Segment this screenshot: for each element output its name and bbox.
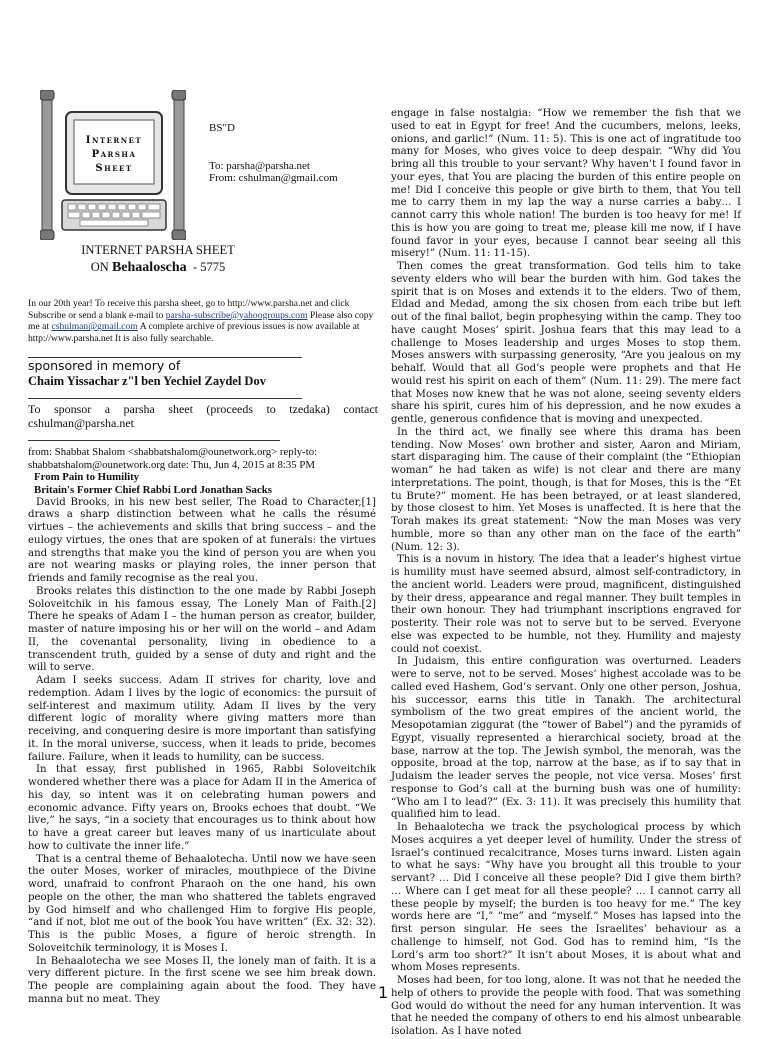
article-author: Britain's Former Chief Rabbi Lord Jonathan Sacks [34,483,272,496]
internet-parsha-sheet-logo [40,90,186,240]
to-address: To: parsha@parsha.net [209,160,310,172]
page-number: 1 [378,983,389,1002]
article-title: From Pain to Humility [34,471,140,483]
right-column-body [391,108,741,1039]
logo-line-1: Internet [85,135,143,146]
parsha-name: Behaaloscha [111,260,187,275]
logo-line-2: Parsha [91,149,137,160]
intro-part-2: Please also copy me at [28,309,374,333]
bsd-mark: BS"D [209,122,235,134]
paragraph: This is a novum in history. The idea that a leader’s highest virtue is humility must have seemed absurd, almost self-contradictory, in the ancient world. Leaders were proud, magnificent, distinguished by their dress, appearance and regal manner. They built temples in their own honour. They had triumphant inscriptions engraved for posterity. Their role was not to serve but to be served. Everyone else was expected to be humble, not they. Humility and majesty could not coexist. [391,554,741,655]
from-address: From: cshulman@gmail.com [209,172,338,184]
paragraph: Adam I seeks success. Adam II strives for charity, love and redemption. Adam I lives by the logic of economics: the pursuit of self-interest and maximum utility. Adam II lives by the very different logic of morality where giving matters more than receiving, and conquering desire is more important than satisfying it. In the moral universe, success, when it leads to pride, becomes failure. Failure, when it leads to humility, can be success. [28,675,376,763]
paragraph: In Judaism, this entire configuration was overturned. Leaders were to serve, not to be served. Moses’ highest accolade was to be called eved Hashem, God’s servant. Only one other person, Joshua, his successor, earns this title in Tanakh. The architectural symbolism of the two great empires of the ancient world, the Mesopotamian ziggurat (the “tower of Babel”) and the pyramids of Egypt, visually represented a hierarchical society, broad at the base, narrow at the top. The Jewish symbol, the menorah, was the opposite, broad at the top, narrow at the base, as if to say that in Judaism the leader serves the people, not vice versa. Moses’ first response to God’s call at the burning bush was one of humility: “Who am I to lead?” (Ex. 3: 11). It was precisely this humility that qualified him to lead. [391,656,741,821]
paragraph: In the third act, we finally see where this drama has been tending. Now Moses’ own brother and sister, Aaron and Miriam, start disparaging him. The cause of their complaint (the “Ethiopian woman” he had taken as wife) is not clear and there are many interpretations. The point, though, is that for Moses, this is the “Et tu Brute?” moment. He has been betrayed, or at least slandered, by those closest to him. Yet Moses is unaffected. It is here that the Torah makes its great statement: “Now the man Moses was very humble, more so than any other man on the face of the earth” (Num. 12: 3). [391,426,741,553]
left-column-body [28,471,376,1007]
sponsor-contact: cshulman@parsha.net [28,416,135,430]
sheet-title: INTERNET PARSHA SHEET [81,243,235,257]
editor-email-link[interactable]: cshulman@gmail.com [51,321,138,333]
paragraph: David Brooks, in his new best seller, The Road to Character,[1] draws a sharp distinction between what he calls the résumé virtues – the achievements and skills that bring success – and the eulogy virtues, the ones that are spoken of at funerals: the virtues and strengths that make you the kind of person you are when you are not wearing masks or playing roles, the inner person that friends and family recognise as the real you. [28,496,376,584]
subscribe-email-link[interactable]: parsha-subscribe@yahoogroups.com [165,309,308,321]
divider [28,440,280,441]
paragraph: Moses had been, for too long, alone. It was not that he needed the help of others to provide the people with food. That was something God would do without the need for any human intervention. It was that he needed the company of others to end his almost unbearable isolation. As I have noted [391,975,741,1037]
sponsor-instructions: To sponsor a parsha sheet (proceeds to tzedaka) contact [28,402,378,416]
sponsor-line-1: sponsored in memory of [28,358,181,373]
sponsor-dedication: Chaim Yissachar z"l ben Yechiel Zaydel Dov [28,374,266,388]
paragraph: That is a central theme of Behaalotecha. Until now we have seen the outer Moses, worker of miracles, mouthpiece of the Divine word, unafraid to confront Pharaoh on the one hand, his own people on the other, the man who shattered the tablets engraved by God himself and who challenged Him to forgive His people, “and if not, blot me out of the book You have written” (Ex. 32: 32). This is the public Moses, a figure of heroic strength. In Soloveitchik terminology, it is Moses I. [28,853,376,954]
logo-line-3: Sheet [95,163,133,174]
paragraph: In Behaalotecha we track the psychological process by which Moses acquires a yet deeper level of humility. Under the stress of Israel’s continued recalcitrance, Moses turns inward. Listen again to what he says: “Why have you brought all this trouble to your servant? … Did I conceive all these people? Did I give them birth? … Where can I get meat for all these people? … I cannot carry all these people by myself; the burden is too heavy for me.” The key words here are “I,” “me” and “myself.” Moses has lapsed into the first person singular. He sees the Israelites’ behaviour as a challenge to himself, not God. God has to remind him, “Is the Lord’s arm too short?” It isn’t about Moses, it is about what and whom Moses represents. [391,822,741,974]
parsha-title [28,260,288,276]
paragraph: In Behaalotecha we see Moses II, the lonely man of faith. It is a very different picture. In the first scene we see him break down. The people are complaining again about the food. They have manna but no meat. They [28,955,376,1005]
intro-text [28,298,380,344]
paragraph: Brooks relates this distinction to the one made by Rabbi Joseph Soloveitchik in his famous essay, The Lonely Man of Faith.[2] There he speaks of Adam I – the human person as creator, builder, master of nature imposing his or her will on the world – and Adam II, the covenantal personality, living in obedience to a transcendent truth, guided by a sense of duty and right and the will to serve. [28,585,376,674]
paragraph: Then comes the great transformation. God tells him to take seventy elders who will bear the burden with him. God takes the spirit that is on Moses and extends it to the elders. Two of them, Eldad and Medad, among the six chosen from each tribe but left out of the final ballot, begin prophesying within the camp. They too have caught Moses’ spirit. Joshua fears that this may lead to a challenge to Moses leadership and urges Moses to stop them. Moses answers with surpassing generosity, “Are you jealous on my behalf. Would that all God’s people were prophets and that He would rest his spirit on each of them” (Num. 11: 29). The mere fact that Moses now knew that he was not alone, seeing seventy elders share his spirit, cures him of his depression, and he now exudes a gentle, generous confidence that is moving and unexpected. [391,261,741,425]
divider [28,398,302,399]
intro-part-3: A complete archive of previous issues is now available at http://www.parsha.net It is also fully searchable. [28,321,360,344]
intro-part-1: In our 20th year! To receive this parsha sheet, go to http://www.parsha.net and click Subscribe or send a blank e-mail to [28,298,350,321]
on-label: ON [90,260,109,274]
year-label: - 5775 [192,260,226,274]
paragraph: In that essay, first published in 1965, Rabbi Soloveitchik wondered whether there was a place for Adam II in the America of his day, so intent was it on celebrating human powers and economic advance. Fifty years on, Brooks echoes that doubt. “We live,” he says, “in a society that encourages us to think about how to have a great career but leaves many of us inarticulate about how to cultivate the inner life.” [28,764,376,852]
paragraph: engage in false nostalgia: “How we remember the fish that we used to eat in Egypt for free! And the cucumbers, melons, leeks, onions, and garlic!” (Num. 11: 5). This is one act of ingratitude too many for Moses, who gives voice to deep despair. “Why did You bring all this trouble to your servant? Why haven’t I found favor in your eyes, that You are placing the burden of this entire people on me! Did I conceive this people or give birth to them, that You tell me to carry them in my lap the way a nurse carries a baby… I cannot carry this whole nation! The burden is too heavy for me! If this is how you are going to treat me, please kill me now, if I have found favor in your eyes, because I cannot bear seeing all this misery!” (Num. 11: 11-15). [391,108,741,260]
email-meta: from: Shabbat Shalom <shabbatshalom@ounetwork.org> reply-to: shabbatshalom@ounetwork.org date: Thu, Jun 4, 2015 at 8:35 PM [28,446,318,471]
